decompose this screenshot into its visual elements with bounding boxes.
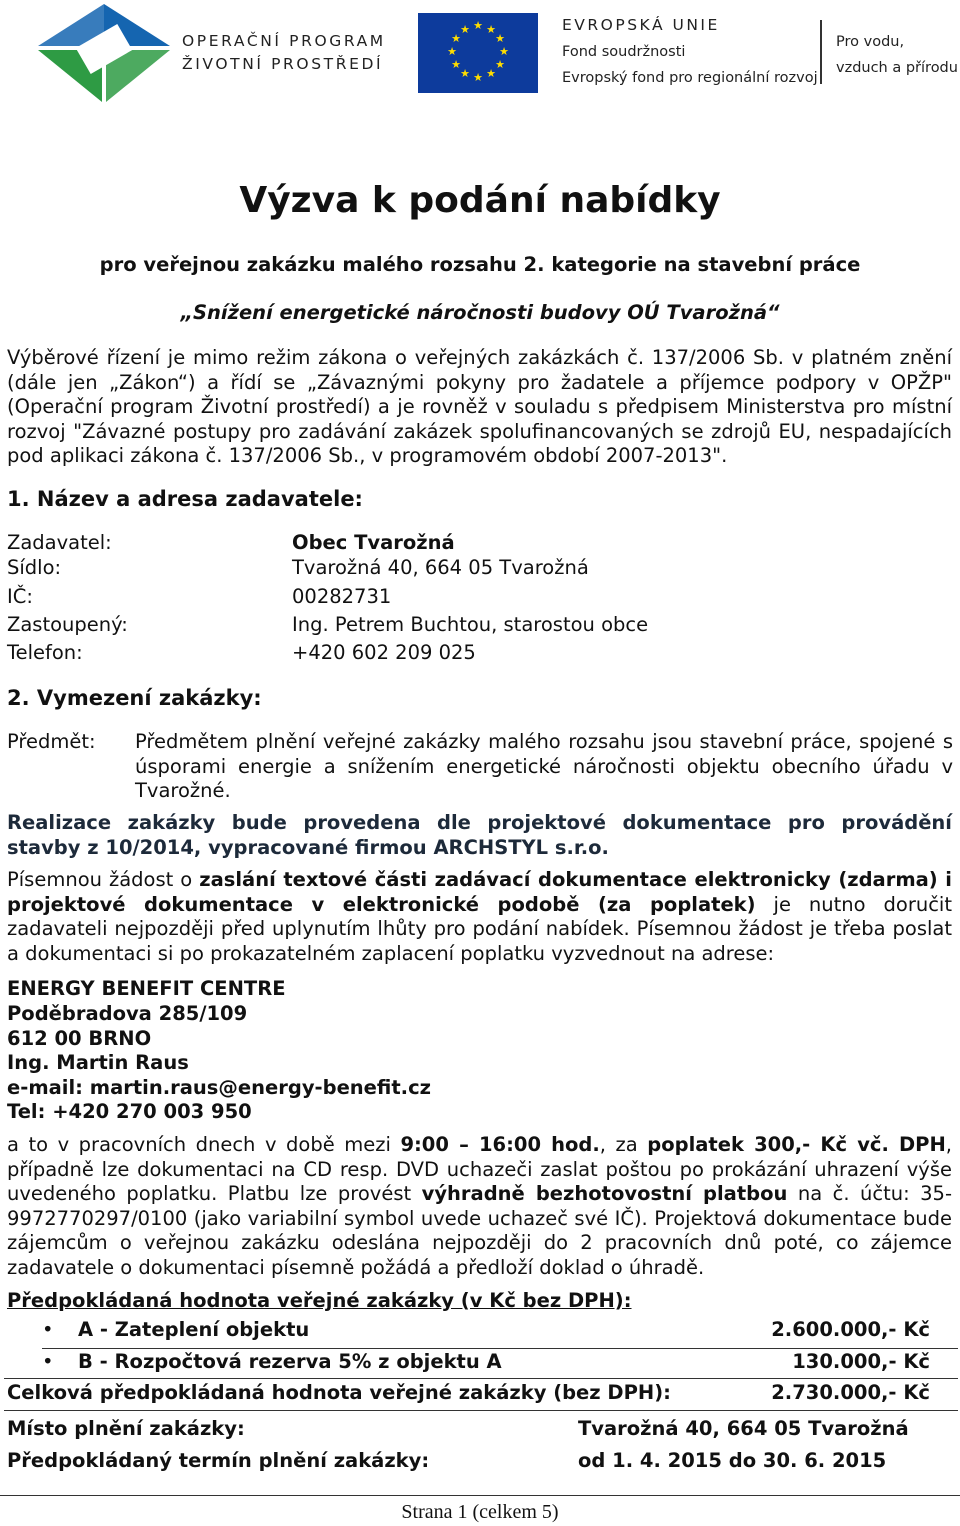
term-label: Předpokládaný termín plnění zakázky: [7, 1449, 430, 1472]
opzp-line-2: ŽIVOTNÍ PROSTŘEDÍ [182, 55, 384, 73]
eu-fund-2: Evropský fond pro regionální rozvoj [562, 70, 818, 86]
address-city: 612 00 BRNO [7, 1027, 152, 1050]
opzp-line-1: OPERAČNÍ PROGRAM [182, 32, 386, 50]
seat-value: Tvarožná 40, 664 05 Tvarožná [292, 556, 589, 579]
ico-value: 00282731 [292, 585, 392, 608]
address-street: Poděbradova 285/109 [7, 1002, 248, 1025]
footer-divider [0, 1495, 960, 1496]
eu-flag-icon [418, 13, 538, 93]
phone-label: Telefon: [7, 641, 83, 664]
svg-text:★: ★ [486, 23, 496, 36]
hours-text-1: a to v pracovních dnech v době mezi [7, 1133, 401, 1156]
svg-text:★: ★ [473, 19, 483, 32]
contracting-authority-value: Obec Tvarožná [292, 531, 455, 554]
table-divider [42, 1348, 958, 1349]
representative-value: Ing. Petrem Buchtou, starostou obce [292, 613, 649, 636]
estimate-item-b-value: 130.000,- Kč [792, 1350, 930, 1373]
address-phone: Tel: +420 270 003 950 [7, 1100, 252, 1123]
intro-paragraph: Výběrové řízení je mimo režim zákona o veřejných zakázkách č. 137/2006 Sb. v platném znění (dále jen „Zákon“) a řídí se „Závaznými pokyny pro žadatele a příjemce podpory v OPŽP" (Operační program Životní prostředí) a je rovněž v souladu s předpisem Ministerstva pro místní rozvoj "Závazné postupy pro zadávání zakázek spolufinancovaných se zdrojů EU, nespadajících pod aplikaci zákona č. 137/2006 Sb., v programovém období 2007-2013". [7, 346, 952, 467]
eu-fund-1: Fond soudržnosti [562, 44, 686, 60]
opzp-logo-text [182, 30, 386, 76]
hours-paragraph [7, 1133, 952, 1280]
representative-label: Zastoupený: [7, 613, 128, 636]
section-2-heading: 2. Vymezení zakázky: [7, 686, 262, 710]
svg-text:★: ★ [451, 58, 461, 71]
hours-text-3: , případně lze dokumentaci na CD resp. DVD uchazeči zaslat poštou po prokázání uhrazení výše uvedeného poplatku. Platbu lze provést [7, 1133, 952, 1205]
slogan-line-2: vzduch a přírodu [836, 60, 958, 76]
request-text-2: je nutno doručit zadavateli nejpozději před uplynutím lhůty pro podání nabídek. Písemnou žádost je třeba poslat a dokumentaci si po prokazatelném zaplacení poplatku vyzvednout na adrese: [7, 892, 952, 965]
estimate-total-value: 2.730.000,- Kč [771, 1381, 930, 1404]
bullet-icon: • [42, 1318, 54, 1341]
table-divider [4, 1410, 958, 1411]
project-name: „Snížení energetické náročnosti budovy OÚ Tvarožná“ [180, 301, 780, 324]
estimate-item-a-value: 2.600.000,- Kč [771, 1318, 930, 1341]
table-divider [4, 1378, 958, 1379]
estimate-item-a-label: A - Zateplení objektu [78, 1318, 310, 1341]
hours-fee: poplatek 300,- Kč vč. DPH [647, 1133, 946, 1156]
realization-note: Realizace zakázky bude provedena dle projektové dokumentace pro provádění stavby z 10/2014, vypracované firmou ARCHSTYL s.r.o. [7, 811, 952, 859]
request-text-bold: zaslání textové části zadávací dokumentace elektronicky (zdarma) i projektové dokumentace v elektronické podobě (za poplatek) [7, 868, 952, 916]
svg-text:★: ★ [499, 45, 509, 58]
svg-text:★: ★ [495, 58, 505, 71]
address-company: ENERGY BENEFIT CENTRE [7, 977, 286, 1000]
svg-text:★: ★ [473, 71, 483, 84]
request-text-1: Písemnou žádost o [7, 868, 200, 891]
hours-payment: výhradně bezhotovostní platbou [421, 1182, 788, 1205]
subject-text: Předmětem plnění veřejné zakázky malého rozsahu jsou stavební práce, spojené s úsporami energie a snížením energetické náročnosti objektu obecního úřadu v Tvarožné. [135, 730, 953, 802]
subject-label: Předmět: [7, 730, 96, 753]
hours-time: 9:00 – 16:00 hod. [400, 1133, 600, 1156]
ico-label: IČ: [7, 585, 33, 608]
document-subtitle: pro veřejnou zakázku malého rozsahu 2. kategorie na stavební práce [99, 253, 861, 276]
place-label: Místo plnění zakázky: [7, 1417, 245, 1440]
estimate-heading: Předpokládaná hodnota veřejné zakázky (v Kč bez DPH): [7, 1289, 632, 1312]
bullet-icon: • [42, 1350, 54, 1373]
svg-text:★: ★ [451, 32, 461, 45]
header-divider [820, 20, 822, 84]
svg-text:★: ★ [486, 67, 496, 80]
svg-text:★: ★ [447, 45, 457, 58]
place-value: Tvarožná 40, 664 05 Tvarožná [578, 1417, 909, 1440]
document-title: Výzva k podání nabídky [239, 180, 721, 221]
svg-text:★: ★ [460, 67, 470, 80]
contracting-authority-label: Zadavatel: [7, 531, 112, 554]
address-email[interactable]: e-mail: martin.raus@energy-benefit.cz [7, 1076, 432, 1099]
svg-text:★: ★ [460, 23, 470, 36]
estimate-item-b-label: B - Rozpočtová rezerva 5% z objektu A [78, 1350, 502, 1373]
eu-title: EVROPSKÁ UNIE [562, 16, 720, 34]
svg-text:★: ★ [495, 32, 505, 45]
address-contact: Ing. Martin Raus [7, 1051, 189, 1074]
seat-label: Sídlo: [7, 556, 62, 579]
hours-text-4: na č. účtu: 35-9972770297/0100 (jako variabilní symbol uvede uchazeč své IČ). Projektová dokumentace bude zájemcům o veřejnou zakázku odeslána nejpozději do 2 pracovních dnů poté, co zájemce zadavatele o dokumentaci písemně požádá a předloží doklad o úhradě. [7, 1182, 953, 1279]
slogan-line-1: Pro vodu, [836, 34, 905, 50]
request-paragraph [7, 868, 952, 966]
phone-value: +420 602 209 025 [292, 641, 476, 664]
term-value: od 1. 4. 2015 do 30. 6. 2015 [578, 1449, 887, 1472]
hours-text-2: , za [599, 1133, 648, 1156]
estimate-total-label: Celková předpokládaná hodnota veřejné zakázky (bez DPH): [7, 1381, 671, 1404]
page-footer: Strana 1 (celkem 5) [401, 1501, 559, 1523]
section-1-heading: 1. Název a adresa zadavatele: [7, 487, 363, 511]
